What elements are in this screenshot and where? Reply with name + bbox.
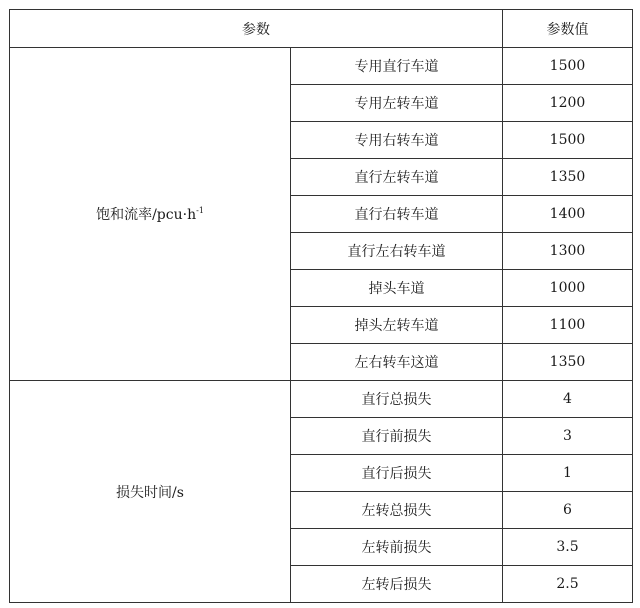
- header-parameter-value: 参数值: [503, 10, 633, 48]
- row-parameter-value: 1000: [503, 270, 633, 307]
- row-parameter-value: 1300: [503, 233, 633, 270]
- row-parameter-value: 1350: [503, 159, 633, 196]
- row-parameter-name: 掉头左转车道: [291, 307, 503, 344]
- row-parameter-value: 6: [503, 492, 633, 529]
- row-parameter-value: 1100: [503, 307, 633, 344]
- row-parameter-value: 1200: [503, 85, 633, 122]
- row-parameter-value: 4: [503, 381, 633, 418]
- row-parameter-value: 3.5: [503, 529, 633, 566]
- header-row: [10, 10, 633, 48]
- table-row: [10, 381, 633, 418]
- row-parameter-name: 左右转车这道: [291, 344, 503, 381]
- group-label-exponent: -1: [196, 206, 204, 215]
- row-parameter-name: 直行前损失: [291, 418, 503, 455]
- group-label-saturation-flow: [10, 48, 291, 381]
- group-label-text: 饱和流率/pcu·h: [96, 207, 197, 223]
- row-parameter-name: 左转后损失: [291, 566, 503, 603]
- group-label-text: 损失时间/s: [116, 484, 184, 501]
- row-parameter-name: 直行左右转车道: [291, 233, 503, 270]
- group-label-lost-time: [10, 381, 291, 603]
- row-parameter-value: 1500: [503, 48, 633, 85]
- row-parameter-value: 3: [503, 418, 633, 455]
- parameter-table: [9, 9, 633, 603]
- header-parameter: 参数: [10, 10, 503, 48]
- row-parameter-name: 直行后损失: [291, 455, 503, 492]
- row-parameter-name: 专用直行车道: [291, 48, 503, 85]
- row-parameter-value: 1500: [503, 122, 633, 159]
- row-parameter-value: 1: [503, 455, 633, 492]
- row-parameter-name: 直行左转车道: [291, 159, 503, 196]
- row-parameter-name: 左转前损失: [291, 529, 503, 566]
- row-parameter-name: 专用左转车道: [291, 85, 503, 122]
- row-parameter-name: 专用右转车道: [291, 122, 503, 159]
- row-parameter-value: 1350: [503, 344, 633, 381]
- row-parameter-value: 1400: [503, 196, 633, 233]
- row-parameter-name: 左转总损失: [291, 492, 503, 529]
- row-parameter-value: 2.5: [503, 566, 633, 603]
- row-parameter-name: 掉头车道: [291, 270, 503, 307]
- table-row: [10, 48, 633, 85]
- row-parameter-name: 直行总损失: [291, 381, 503, 418]
- row-parameter-name: 直行右转车道: [291, 196, 503, 233]
